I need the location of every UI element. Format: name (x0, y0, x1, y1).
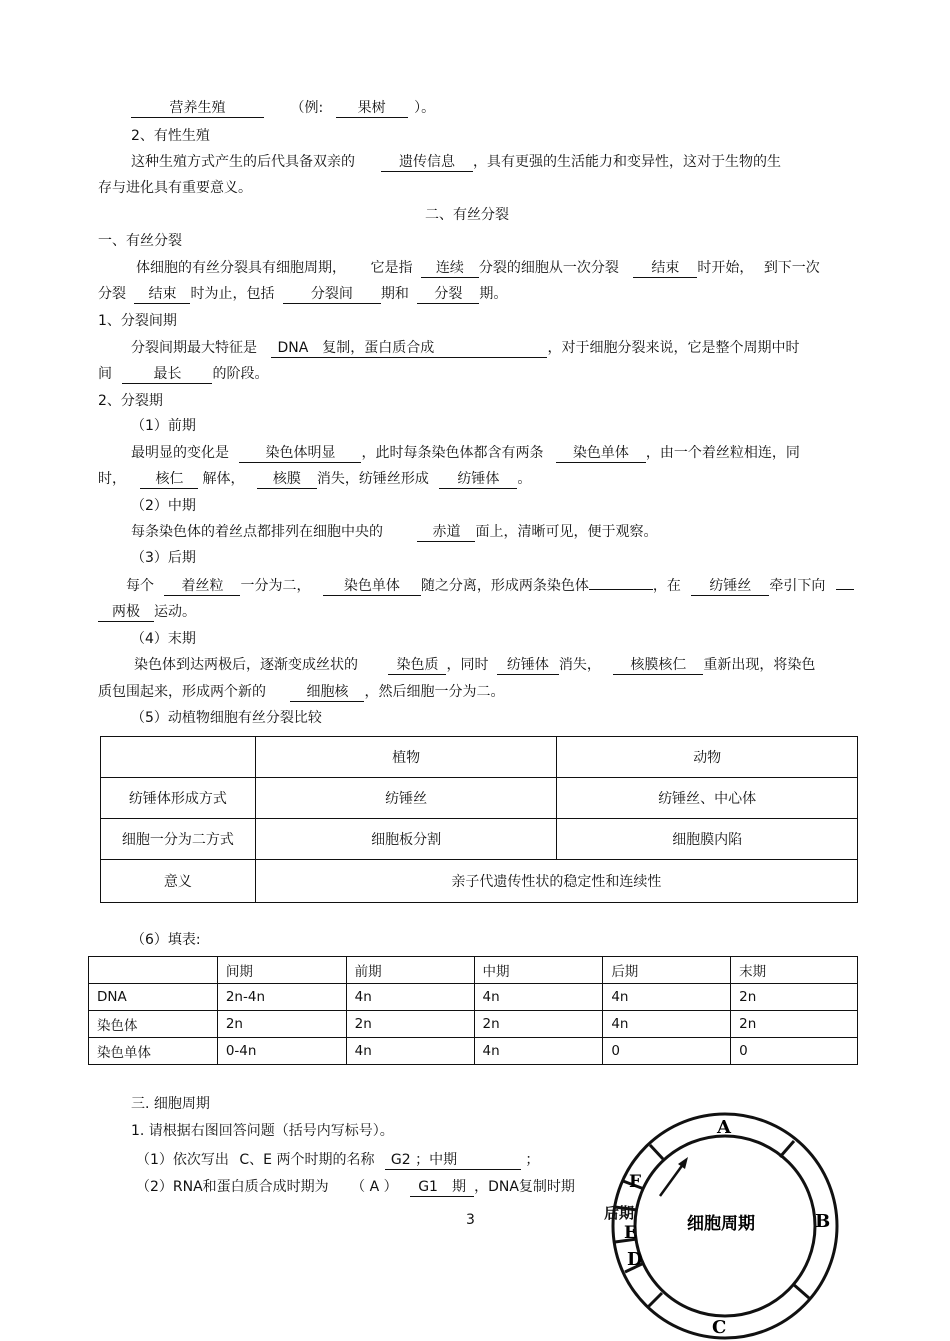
para-sexual: 这种生殖方式产生的后代具备双亲的 遗传信息 ，具有更强的生活能力和变异性，这对于生物的生 (131, 154, 781, 170)
heading-interphase: 1、分裂间期 (98, 313, 177, 329)
para-prophase-1: 最明显的变化是 染色体明显 ，此时每条染色体都含有两条 染色单体 ，由一个着丝粒相连，同 (131, 445, 800, 461)
heading-prophase: （1）前期 (131, 418, 196, 434)
diagram-label-f: F (629, 1172, 642, 1192)
diagram-center-label: 细胞周期 (687, 1214, 755, 1234)
cell-cycle-diagram (610, 1111, 840, 1341)
heading-fill-table: （6）填表: (131, 932, 201, 948)
para-anaphase-2: 两极 运动。 (98, 602, 196, 622)
heading-metaphase: （2）中期 (131, 498, 196, 514)
diagram-label-c: C (712, 1317, 727, 1338)
table-row: 染色单体 0-4n 4n 4n 0 0 (89, 1038, 858, 1065)
para-anaphase-1: 每个 着丝粒 一分为二， 染色单体 随之分离，形成两条染色体 ，在 纺锤丝 牵引下向 (126, 576, 854, 596)
para-interphase-2: 间 最长 的阶段。 (98, 366, 269, 382)
table-row: 细胞一分为二方式 细胞板分割 细胞膜内陷 (101, 819, 858, 860)
compare-header-row: 植物 动物 (101, 737, 858, 778)
diagram-arrow (660, 1157, 688, 1196)
table-row: DNA 2n-4n 4n 4n 4n 2n (89, 984, 858, 1011)
heading-sexual: 2、有性生殖 (131, 128, 210, 144)
table-row: 纺锤体形成方式 纺锤丝 纺锤丝、中心体 (101, 778, 858, 819)
table-row: 染色体 2n 2n 2n 4n 2n (89, 1011, 858, 1038)
para-telophase-1: 染色体到达两极后，逐渐变成丝状的 染色质 ，同时 纺锤体 消失， 核膜核仁 重新出现，将染色 (134, 657, 816, 673)
fill-header-row: 间期 前期 中期 后期 末期 (89, 957, 858, 984)
page-number: 3 (466, 1212, 475, 1228)
diagram-label-b: B (815, 1211, 831, 1232)
heading-division: 2、分裂期 (98, 393, 163, 409)
para-interphase-1: 分裂间期最大特征是 DNA 复制，蛋白质合成 ，对于细胞分裂来说，它是整个周期中时 (131, 340, 800, 356)
heading-telophase: （4）末期 (131, 631, 196, 647)
section-title: 二、有丝分裂 (425, 207, 509, 223)
para-metaphase: 每条染色体的着丝点都排列在细胞中央的 赤道 面上，清晰可见，便于观察。 (131, 524, 658, 540)
diagram-label-e: E (624, 1223, 637, 1243)
fill-table (88, 956, 858, 1065)
para-cycle-2: 分裂 结束 时为止，包括 分裂间 期和 分裂 期。 (98, 286, 508, 302)
heading-compare: （5）动植物细胞有丝分裂比较 (131, 710, 322, 726)
question-1-1: （1）依次写出 C、E 两个时期的名称 G2 ；中期 ； (136, 1152, 540, 1168)
table-row: 意义 亲子代遗传性状的稳定性和连续性 (101, 860, 858, 903)
heading-cell-cycle: 三. 细胞周期 (131, 1096, 210, 1112)
para-prophase-2: 时， 核仁 解体， 核膜 消失，纺锤丝形成 纺锤体 。 (98, 471, 532, 487)
compare-table (100, 736, 858, 903)
diagram-houqi-label: 后期 (604, 1204, 635, 1222)
question-1: 1. 请根据右图回答问题（括号内写标号）。 (131, 1123, 394, 1139)
para-cycle-1: 体细胞的有丝分裂具有细胞周期， 它是指 连续 分裂的细胞从一次分裂 结束 时开始， 到下一次 (136, 260, 820, 276)
question-1-2: （2）RNA和蛋白质合成时期为 （ A ） G1 期 ，DNA复制时期 (136, 1179, 575, 1195)
para-telophase-2: 质包围起来，形成两个新的 细胞核 ，然后细胞一分为二。 (98, 684, 505, 700)
heading-anaphase: （3）后期 (131, 550, 196, 566)
para-sexual-cont: 存与进化具有重要意义。 (98, 180, 252, 196)
heading-mitosis: 一、有丝分裂 (98, 233, 182, 249)
diagram-label-d: D (627, 1249, 643, 1270)
blank-vegetative: 营养生殖 (131, 99, 264, 118)
diagram-label-a: A (717, 1117, 731, 1138)
line-vegetative: 营养生殖 （例: 果树 ）。 (131, 98, 435, 118)
